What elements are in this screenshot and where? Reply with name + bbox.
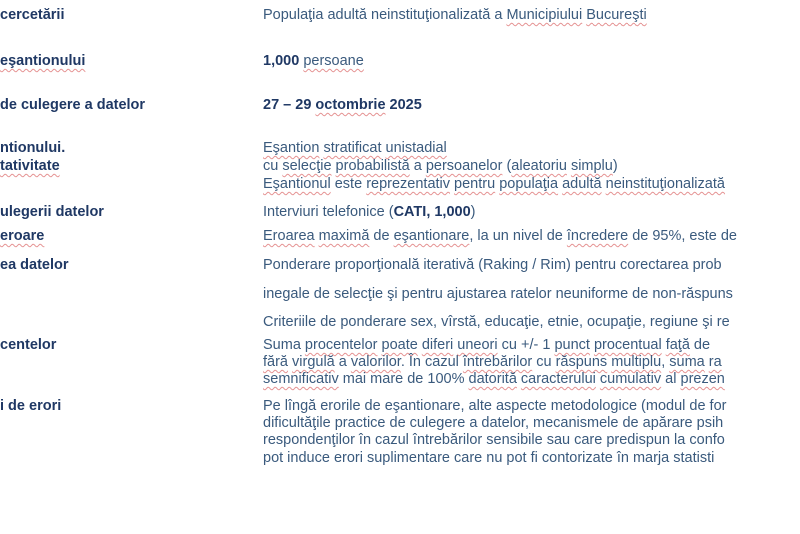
- misspelled-text: persoane: [303, 53, 364, 69]
- text-segment: (: [502, 158, 512, 174]
- row-label-line: [0, 139, 65, 157]
- misspelled-text: întrebărilor: [462, 354, 533, 370]
- text-segment: cu: [263, 158, 283, 174]
- misspelled-text: procentelor: [304, 337, 378, 353]
- misspelled-text: tativitate: [0, 158, 60, 174]
- text-segment: a: [334, 354, 351, 370]
- misspelled-text: reprezentativ: [366, 176, 451, 192]
- text-segment: al: [661, 371, 681, 387]
- misspelled-text: uneori: [457, 337, 498, 353]
- row-value-line: [263, 431, 725, 449]
- misspelled-text: suma: [669, 354, 705, 370]
- misspelled-text: diferi: [421, 337, 454, 353]
- text-segment: de culegere a datelor: [0, 97, 146, 113]
- row-value-line: [263, 52, 364, 70]
- text-segment: . În cazul: [400, 354, 463, 370]
- text-segment: Interviuri telefonice (: [263, 204, 394, 220]
- row-value-line: [263, 313, 730, 331]
- row-label-line: [0, 227, 44, 245]
- row-label-line: [0, 157, 60, 175]
- text-segment: Ponderare proporţională iterativă (Raking / Rim) pentru corectarea prob: [263, 257, 722, 273]
- text-segment: cu +/- 1: [497, 337, 555, 353]
- text-segment: ntionului.: [0, 140, 66, 156]
- misspelled-text: adultă: [562, 176, 602, 192]
- misspelled-text: punct: [554, 337, 590, 353]
- misspelled-text: aleatoriu: [511, 158, 567, 174]
- row-value-line: [263, 139, 447, 157]
- row-value-line: [263, 157, 618, 175]
- misspelled-text: răspuns: [555, 354, 608, 370]
- misspelled-text: cumulativ: [599, 371, 662, 387]
- row-value-line: [263, 256, 722, 274]
- text-segment: 1,000: [263, 53, 300, 69]
- row-value-line: [263, 203, 476, 221]
- text-segment: Criteriile de ponderare sex, vîrstă, educaţie, etnie, ocupaţie, regiune şi re: [263, 314, 730, 330]
- text-segment: a: [409, 158, 426, 174]
- misspelled-text: caracterului: [520, 371, 596, 387]
- row-value-line: [263, 397, 726, 415]
- text-segment: Suma: [263, 337, 305, 353]
- misspelled-text: virgulă: [292, 354, 335, 370]
- row-value-line: [263, 449, 714, 467]
- row-value-line: [263, 6, 647, 24]
- row-label-line: [0, 6, 65, 24]
- misspelled-text: eşantionului: [0, 53, 86, 69]
- misspelled-text: datorită: [468, 371, 517, 387]
- text-segment: cercetării: [0, 7, 65, 23]
- text-segment: 27 – 29: [263, 97, 316, 113]
- text-segment: centelor: [0, 337, 57, 353]
- misspelled-text: fără: [263, 354, 288, 370]
- text-segment: Pe lîngă erorile de eşantionare, alte aspecte metodologice (modul de for: [263, 398, 727, 414]
- misspelled-text: eşantionare: [393, 228, 470, 244]
- text-segment: de: [369, 228, 394, 244]
- text-segment: inegale de selecţie şi pentru ajustarea ratelor neuniforme de non-răspuns: [263, 286, 733, 302]
- row-label-line: [0, 203, 104, 221]
- misspelled-text: simplu: [570, 158, 613, 174]
- row-label-line: [0, 96, 145, 114]
- misspelled-text: multiplu: [611, 354, 662, 370]
- text-segment: 2025: [385, 97, 422, 113]
- misspelled-text: Municipiului: [506, 7, 583, 23]
- text-segment: pot induce erori suplimentare care nu pot fi contorizate în marja statisti: [263, 450, 715, 466]
- text-segment: de: [689, 337, 711, 353]
- text-segment: CATI, 1,000: [393, 204, 471, 220]
- row-value-line: [263, 96, 422, 114]
- row-value-line: [263, 414, 723, 432]
- misspelled-text: semnificativ: [263, 371, 339, 387]
- misspelled-text: Eşantion: [263, 140, 320, 156]
- text-segment: ea datelor: [0, 257, 69, 273]
- misspelled-text: valorilor: [350, 354, 401, 370]
- misspelled-text: poate: [381, 337, 418, 353]
- misspelled-text: selecţie: [282, 158, 332, 174]
- misspelled-text: ra: [708, 354, 722, 370]
- text-segment: de 95%, este de: [628, 228, 737, 244]
- text-segment: cu: [532, 354, 556, 370]
- misspelled-text: unistadial: [385, 140, 447, 156]
- misspelled-text: procentual: [593, 337, 662, 353]
- text-segment: i de erori: [0, 398, 62, 414]
- misspelled-text: populaţia: [499, 176, 559, 192]
- row-value-line: [263, 370, 725, 388]
- misspelled-text: faţă: [665, 337, 690, 353]
- misspelled-text: probabilistă: [335, 158, 410, 174]
- misspelled-text: neinstituţionalizată: [605, 176, 725, 192]
- misspelled-text: prezen: [680, 371, 725, 387]
- misspelled-text: octombrie: [315, 97, 386, 113]
- text-segment: este: [330, 176, 367, 192]
- row-label-line: [0, 256, 69, 274]
- row-label-line: [0, 397, 61, 415]
- misspelled-text: stratificat: [323, 140, 382, 156]
- text-segment: mai mare de 100%: [338, 371, 469, 387]
- text-segment: ): [612, 158, 618, 174]
- row-value-line: [263, 175, 725, 193]
- row-value-line: [263, 336, 710, 354]
- misspelled-text: Bucureşti: [586, 7, 647, 23]
- row-value-line: [263, 227, 737, 245]
- text-segment: respondenţilor în cazul întrebărilor sensibile sau care predispun la confo: [263, 432, 725, 448]
- misspelled-text: persoanelor: [425, 158, 503, 174]
- text-segment: ): [470, 204, 476, 220]
- misspelled-text: Eşantionul: [263, 176, 331, 192]
- text-segment: ulegerii datelor: [0, 204, 104, 220]
- row-label-line: [0, 52, 85, 70]
- misspelled-text: pentru: [454, 176, 496, 192]
- misspelled-text: maximă: [318, 228, 370, 244]
- text-segment: dificultăţile practice de culegere a datelor, mecanismele de apărare psih: [263, 415, 724, 431]
- misspelled-text: eroare: [0, 228, 45, 244]
- row-value-line: [263, 353, 722, 371]
- text-segment: , la un nivel de: [469, 228, 567, 244]
- text-segment: ,: [661, 354, 670, 370]
- row-value-line: [263, 285, 733, 303]
- misspelled-text: încredere: [566, 228, 629, 244]
- row-label-line: [0, 336, 56, 354]
- text-segment: Populaţia adultă neinstituţionalizată a: [263, 7, 507, 23]
- misspelled-text: Eroarea: [263, 228, 315, 244]
